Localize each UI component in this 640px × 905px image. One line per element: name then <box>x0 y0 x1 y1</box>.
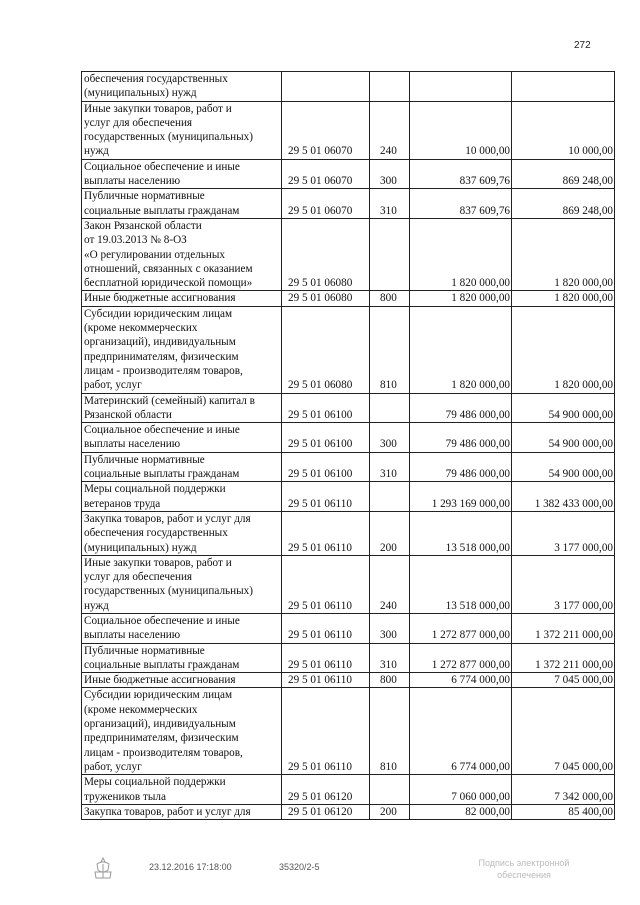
amount-2017-cell: 13 518 000,00 <box>410 555 512 613</box>
amount-2017-cell: 6 774 000,00 <box>410 673 512 688</box>
coat-of-arms-icon <box>90 856 116 882</box>
amount-2018-cell: 54 900 000,00 <box>512 452 615 482</box>
amount-2017-cell: 13 518 000,00 <box>410 511 512 555</box>
item-name-cell: Публичные нормативные социальные выплаты гражданам <box>82 189 282 219</box>
target-code-cell: 29 5 01 06070 <box>282 159 370 189</box>
table-row <box>82 775 615 805</box>
expense-type-cell <box>370 775 410 805</box>
table-row <box>82 511 615 555</box>
amount-2018-cell: 869 248,00 <box>512 189 615 219</box>
amount-2017-cell: 79 486 000,00 <box>410 423 512 453</box>
target-code-cell: 29 5 01 06100 <box>282 423 370 453</box>
document-footer <box>0 860 640 890</box>
amount-2018-cell: 54 900 000,00 <box>512 423 615 453</box>
target-code-cell <box>282 72 370 102</box>
expense-type-cell: 310 <box>370 452 410 482</box>
target-code-cell: 29 5 01 06110 <box>282 643 370 673</box>
expense-type-cell <box>370 393 410 423</box>
item-name-cell: обеспечения государственных (муниципальных) нужд <box>82 72 282 102</box>
amount-2017-cell: 1 272 877 000,00 <box>410 613 512 643</box>
expense-type-cell: 240 <box>370 101 410 159</box>
item-name-cell: Закупка товаров, работ и услуг для обеспечения государственных (муниципальных) нужд <box>82 511 282 555</box>
expense-type-cell: 810 <box>370 306 410 393</box>
item-name-cell: Публичные нормативные социальные выплаты гражданам <box>82 452 282 482</box>
item-name-cell: Иные бюджетные ассигнования <box>82 673 282 688</box>
target-code-cell: 29 5 01 06080 <box>282 291 370 306</box>
amount-2017-cell: 1 820 000,00 <box>410 306 512 393</box>
expense-type-cell: 310 <box>370 643 410 673</box>
table-row <box>82 189 615 219</box>
item-name-cell: Закупка товаров, работ и услуг для <box>82 804 282 819</box>
amount-2017-cell: 82 000,00 <box>410 804 512 819</box>
amount-2018-cell: 1 820 000,00 <box>512 306 615 393</box>
table-row <box>82 393 615 423</box>
electronic-signature-stamp: Подпись электронной обеспечения <box>478 858 570 880</box>
table-row <box>82 555 615 613</box>
expense-type-cell: 300 <box>370 423 410 453</box>
amount-2017-cell: 1 820 000,00 <box>410 218 512 290</box>
amount-2018-cell: 7 045 000,00 <box>512 673 615 688</box>
table-row <box>82 218 615 290</box>
amount-2017-cell: 1 272 877 000,00 <box>410 643 512 673</box>
table-row <box>82 613 615 643</box>
amount-2018-cell <box>512 72 615 102</box>
item-name-cell: Социальное обеспечение и иные выплаты населению <box>82 159 282 189</box>
budget-table-body <box>82 72 615 820</box>
expense-type-cell: 240 <box>370 555 410 613</box>
table-row <box>82 306 615 393</box>
amount-2017-cell <box>410 72 512 102</box>
target-code-cell: 29 5 01 06080 <box>282 218 370 290</box>
table-row <box>82 688 615 775</box>
expense-type-cell <box>370 218 410 290</box>
expense-type-cell: 200 <box>370 804 410 819</box>
expense-type-cell: 800 <box>370 291 410 306</box>
amount-2018-cell: 7 342 000,00 <box>512 775 615 805</box>
item-name-cell: Публичные нормативные социальные выплаты гражданам <box>82 643 282 673</box>
expense-type-cell: 810 <box>370 688 410 775</box>
target-code-cell: 29 5 01 06110 <box>282 613 370 643</box>
expense-type-cell: 300 <box>370 613 410 643</box>
amount-2018-cell: 1 820 000,00 <box>512 291 615 306</box>
table-row <box>82 159 615 189</box>
target-code-cell: 29 5 01 06120 <box>282 804 370 819</box>
amount-2017-cell: 837 609,76 <box>410 189 512 219</box>
footer-timestamp: 23.12.2016 17:18:00 <box>149 862 232 872</box>
item-name-cell: Меры социальной поддержки ветеранов труда <box>82 482 282 512</box>
table-row <box>82 72 615 102</box>
item-name-cell: Субсидии юридическим лицам (кроме некоммерческих организаций), индивидуальным предпринимателям, физическим лицам - производителям товаров, работ, услуг <box>82 688 282 775</box>
target-code-cell: 29 5 01 06070 <box>282 101 370 159</box>
amount-2018-cell: 54 900 000,00 <box>512 393 615 423</box>
amount-2018-cell: 10 000,00 <box>512 101 615 159</box>
amount-2018-cell: 3 177 000,00 <box>512 511 615 555</box>
table-row <box>82 101 615 159</box>
amount-2017-cell: 10 000,00 <box>410 101 512 159</box>
amount-2017-cell: 6 774 000,00 <box>410 688 512 775</box>
target-code-cell: 29 5 01 06110 <box>282 511 370 555</box>
table-row <box>82 452 615 482</box>
target-code-cell: 29 5 01 06100 <box>282 393 370 423</box>
item-name-cell: Меры социальной поддержки тружеников тыла <box>82 775 282 805</box>
amount-2018-cell: 85 400,00 <box>512 804 615 819</box>
table-row <box>82 482 615 512</box>
amount-2018-cell: 1 372 211 000,00 <box>512 613 615 643</box>
item-name-cell: Закон Рязанской области от 19.03.2013 № 8-ОЗ «О регулировании отдельных отношений, связанных с оказанием бесплатной юридической помощи» <box>82 218 282 290</box>
item-name-cell: Иные закупки товаров, работ и услуг для обеспечения государственных (муниципальных) нужд <box>82 101 282 159</box>
amount-2017-cell: 1 820 000,00 <box>410 291 512 306</box>
amount-2018-cell: 1 372 211 000,00 <box>512 643 615 673</box>
table-row <box>82 423 615 453</box>
amount-2018-cell: 1 382 433 000,00 <box>512 482 615 512</box>
amount-2018-cell: 7 045 000,00 <box>512 688 615 775</box>
amount-2018-cell: 869 248,00 <box>512 159 615 189</box>
item-name-cell: Материнский (семейный) капитал в Рязанской области <box>82 393 282 423</box>
amount-2018-cell: 1 820 000,00 <box>512 218 615 290</box>
item-name-cell: Социальное обеспечение и иные выплаты населению <box>82 613 282 643</box>
target-code-cell: 29 5 01 06110 <box>282 482 370 512</box>
target-code-cell: 29 5 01 06070 <box>282 189 370 219</box>
amount-2017-cell: 837 609,76 <box>410 159 512 189</box>
target-code-cell: 29 5 01 06120 <box>282 775 370 805</box>
amount-2017-cell: 7 060 000,00 <box>410 775 512 805</box>
page-number: 272 <box>574 40 591 51</box>
item-name-cell: Иные бюджетные ассигнования <box>82 291 282 306</box>
expense-type-cell: 300 <box>370 159 410 189</box>
item-name-cell: Субсидии юридическим лицам (кроме некоммерческих организаций), индивидуальным предпринимателям, физическим лицам - производителям товаров, работ, услуг <box>82 306 282 393</box>
table-row <box>82 643 615 673</box>
expense-type-cell <box>370 482 410 512</box>
table-row <box>82 804 615 819</box>
item-name-cell: Социальное обеспечение и иные выплаты населению <box>82 423 282 453</box>
budget-table <box>81 71 615 820</box>
target-code-cell: 29 5 01 06110 <box>282 673 370 688</box>
target-code-cell: 29 5 01 06100 <box>282 452 370 482</box>
expense-type-cell <box>370 72 410 102</box>
amount-2017-cell: 79 486 000,00 <box>410 452 512 482</box>
footer-document-number: 35320/2-5 <box>279 862 320 872</box>
target-code-cell: 29 5 01 06080 <box>282 306 370 393</box>
amount-2017-cell: 79 486 000,00 <box>410 393 512 423</box>
target-code-cell: 29 5 01 06110 <box>282 555 370 613</box>
expense-type-cell: 310 <box>370 189 410 219</box>
table-row <box>82 291 615 306</box>
amount-2017-cell: 1 293 169 000,00 <box>410 482 512 512</box>
expense-type-cell: 800 <box>370 673 410 688</box>
expense-type-cell: 200 <box>370 511 410 555</box>
amount-2018-cell: 3 177 000,00 <box>512 555 615 613</box>
target-code-cell: 29 5 01 06110 <box>282 688 370 775</box>
table-row <box>82 673 615 688</box>
item-name-cell: Иные закупки товаров, работ и услуг для обеспечения государственных (муниципальных) нужд <box>82 555 282 613</box>
